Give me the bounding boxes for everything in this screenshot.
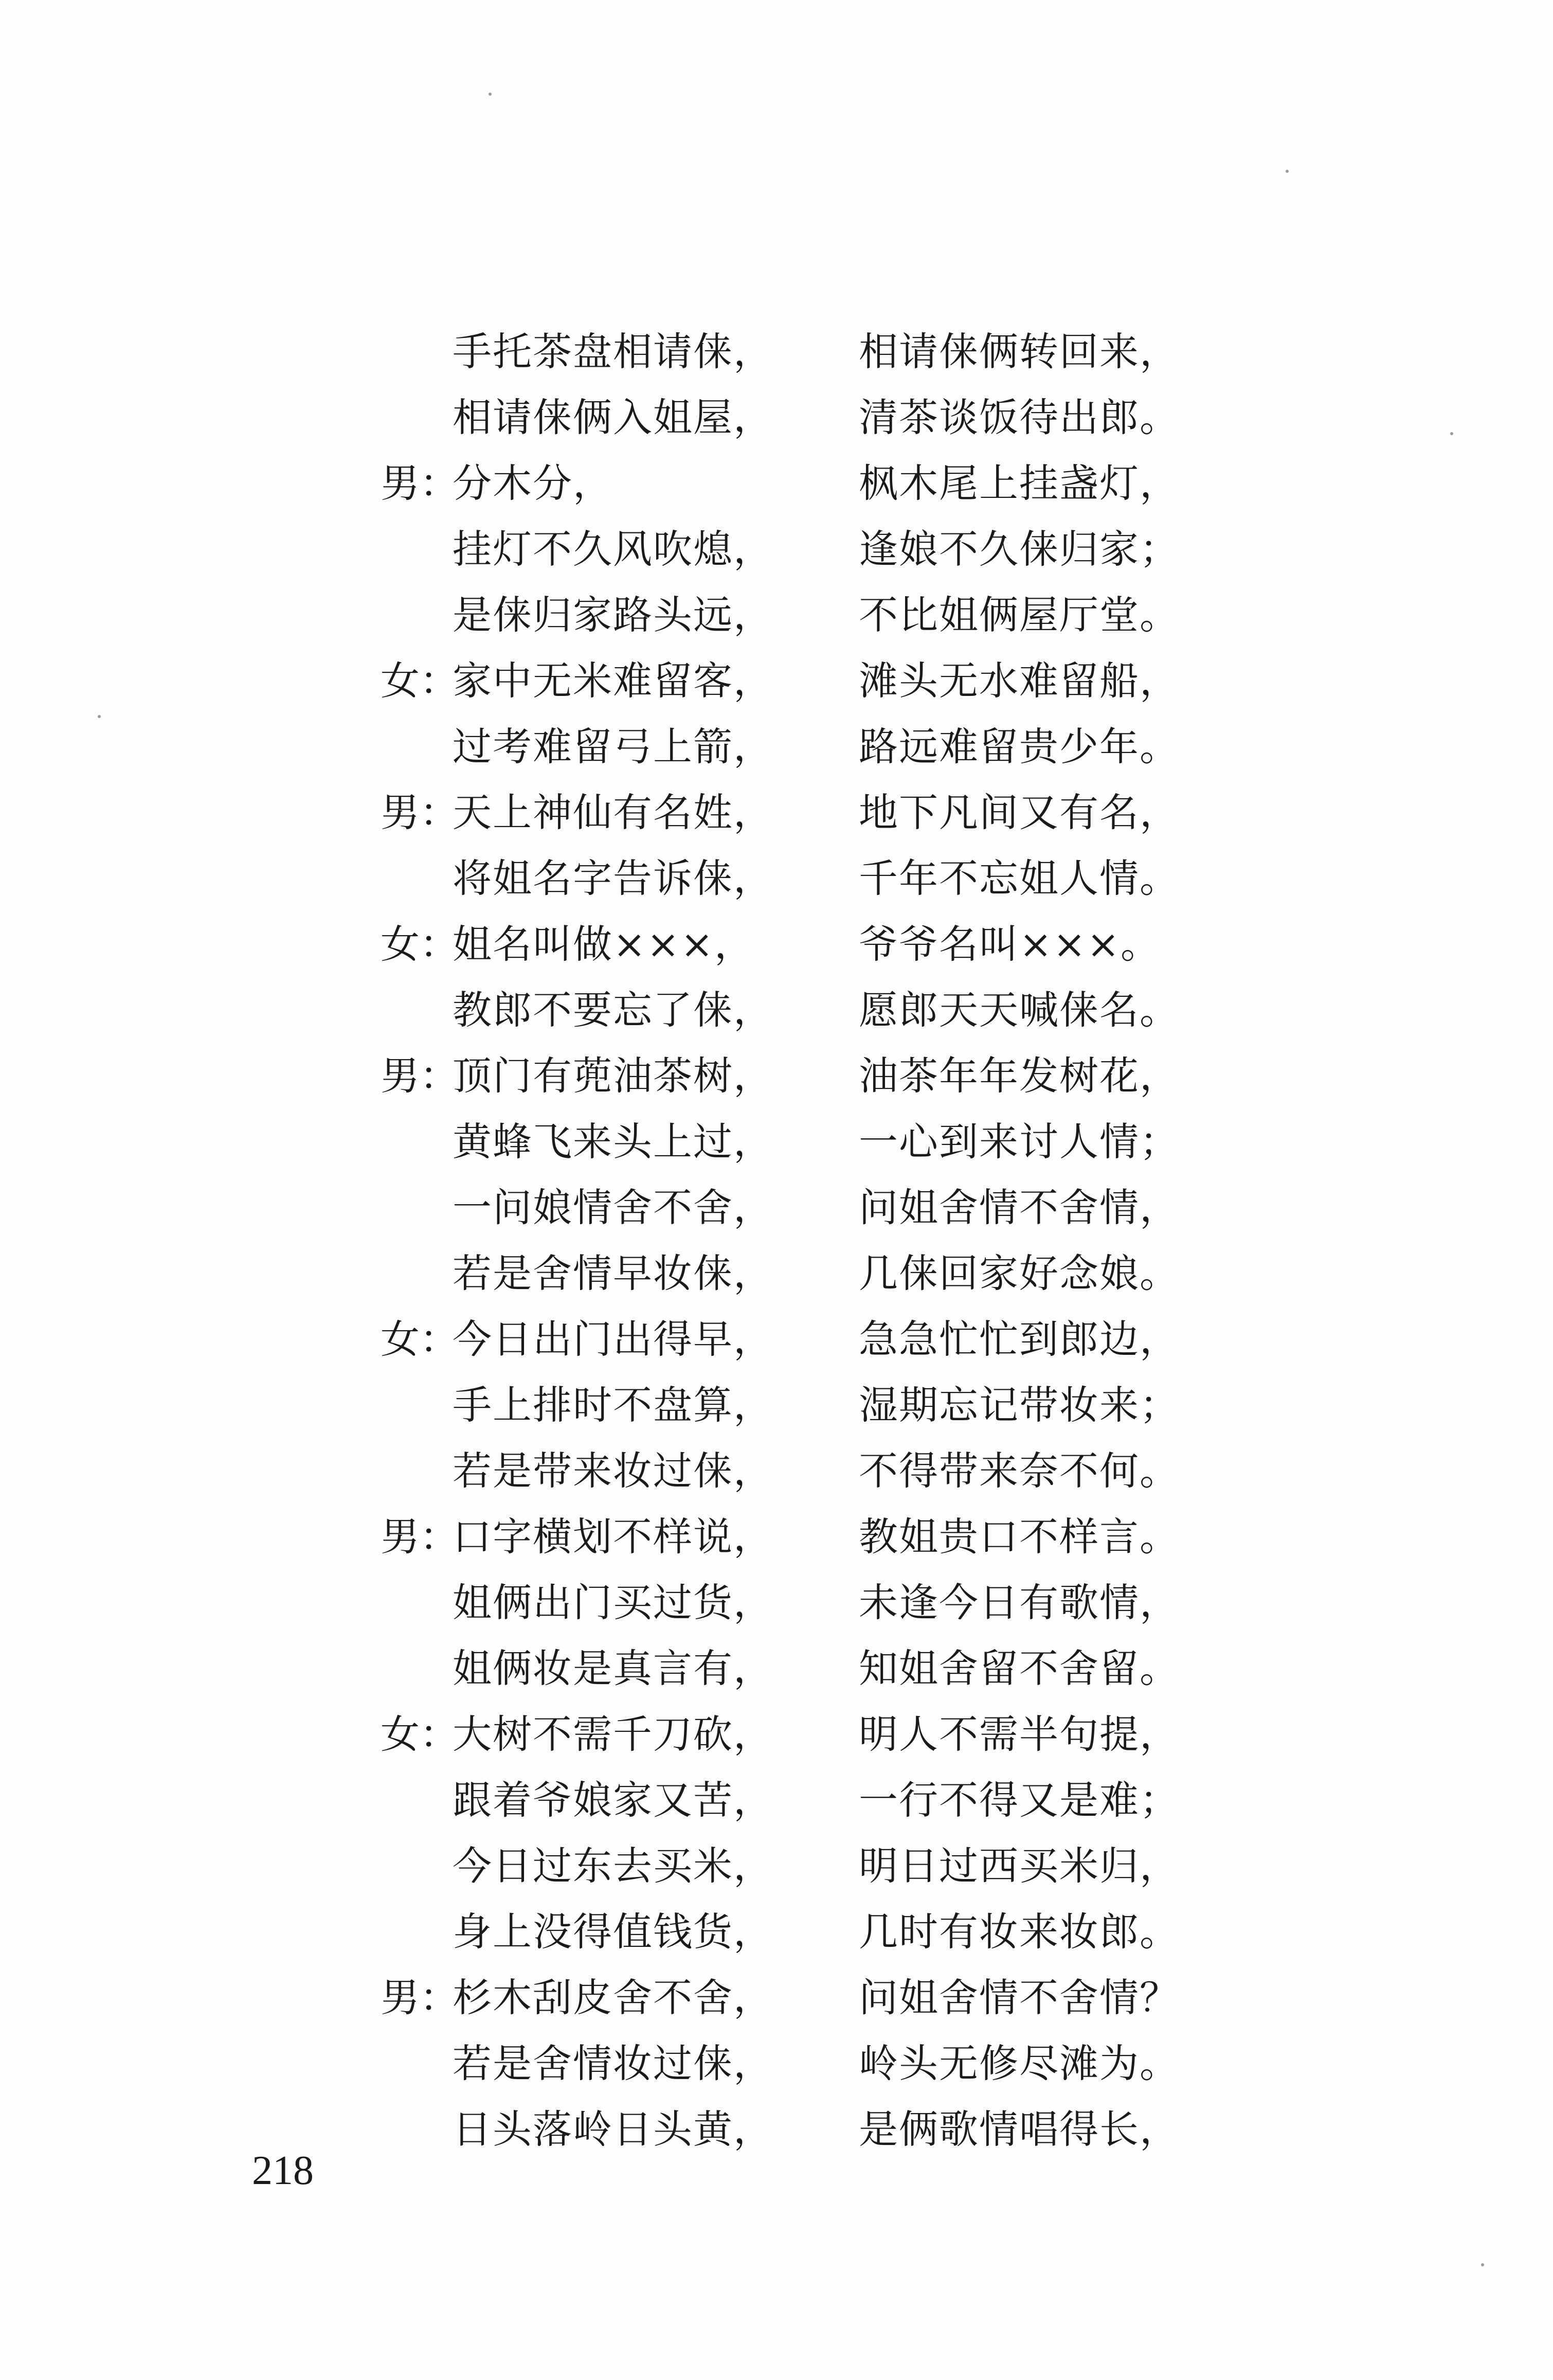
- verse-line-first: 教郎不要忘了俫，: [453, 987, 773, 1033]
- verse-line-second: 岭头无修尽滩为。: [859, 2041, 1180, 2086]
- verse-line-first: 若是舍情早妆俫，: [453, 1250, 773, 1296]
- speaker-label: 男：: [381, 460, 459, 506]
- verse-row: [381, 2097, 1265, 2162]
- verse-line-first: 一问娘情舍不舍，: [453, 1185, 773, 1230]
- verse-line-first: 姐俩妆是真言有，: [453, 1645, 773, 1691]
- verse-line-second: 千年不忘姐人情。: [859, 855, 1180, 901]
- verse-row: [381, 846, 1265, 911]
- verse-row: [381, 780, 1265, 846]
- verse-row: [381, 582, 1265, 648]
- verse-line-second: 不得带来奈不何。: [859, 1448, 1180, 1494]
- verse-row: [381, 2031, 1265, 2097]
- verse-row: [381, 714, 1265, 780]
- verse-row: [381, 385, 1265, 451]
- speaker-label: 男：: [381, 1975, 459, 2020]
- verse-line-second: 路远难留贵少年。: [859, 724, 1180, 770]
- verse-line-second: 一心到来讨人情；: [859, 1119, 1180, 1165]
- scan-speck: [98, 715, 101, 718]
- verse-row: [381, 319, 1265, 385]
- verse-row: [381, 451, 1265, 516]
- verse-line-first: 口字横划不样说，: [453, 1514, 773, 1560]
- speaker-label: 男：: [381, 1053, 459, 1099]
- verse-row: [381, 1241, 1265, 1307]
- verse-row: [381, 1570, 1265, 1636]
- verse-line-first: 若是带来妆过俫，: [453, 1448, 773, 1494]
- speaker-label: 女：: [381, 1711, 459, 1757]
- verse-line-first: 将姐名字告诉俫，: [453, 855, 773, 901]
- scan-speck: [1286, 170, 1289, 173]
- verse-line-first: 挂灯不久风吹熄，: [453, 526, 773, 572]
- verse-row: [381, 1767, 1265, 1833]
- verse-line-first: 姐俩出门买过货，: [453, 1580, 773, 1625]
- verse-line-second: 问姐舍情不舍情，: [859, 1185, 1180, 1230]
- verse-row: [381, 1504, 1265, 1570]
- verse-line-first: 今日出门出得早，: [453, 1316, 773, 1362]
- verse-row: [381, 1307, 1265, 1372]
- verse-line-second: 地下凡间又有名，: [859, 790, 1180, 835]
- verse-line-first: 黄蜂飞来头上过，: [453, 1119, 773, 1165]
- verse-line-second: 清茶谈饭待出郎。: [859, 395, 1180, 440]
- verse-row: [381, 911, 1265, 977]
- verse-row: [381, 1833, 1265, 1899]
- speaker-label: 男：: [381, 1514, 459, 1560]
- verse-line-second: 几时有妆来妆郎。: [859, 1909, 1180, 1955]
- speaker-label: 女：: [381, 1316, 459, 1362]
- verse-row: [381, 648, 1265, 714]
- speaker-label: 男：: [381, 790, 459, 835]
- verse-line-second: 爷爷名叫×××。: [859, 921, 1161, 967]
- verse-row: [381, 1899, 1265, 1965]
- scan-speck: [1450, 432, 1453, 435]
- verse-line-second: 愿郎天天喊俫名。: [859, 987, 1180, 1033]
- verse-line-first: 手托茶盘相请俫，: [453, 329, 773, 374]
- verse-line-first: 今日过东去买米，: [453, 1843, 773, 1889]
- verse-line-second: 明人不需半句提，: [859, 1711, 1180, 1757]
- speaker-label: 女：: [381, 658, 459, 704]
- verse-line-first: 手上排时不盘算，: [453, 1382, 773, 1428]
- verse-line-first: 天上神仙有名姓，: [453, 790, 773, 835]
- scan-speck: [1481, 2263, 1484, 2266]
- verse-line-second: 枫木尾上挂盏灯，: [859, 460, 1180, 506]
- verse-row: [381, 1109, 1265, 1175]
- page-number: 218: [252, 2148, 314, 2193]
- scan-speck: [489, 93, 492, 96]
- verse-row: [381, 1438, 1265, 1504]
- verse-line-first: 杉木刮皮舍不舍，: [453, 1975, 773, 2020]
- verse-line-second: 逢娘不久俫归家；: [859, 526, 1180, 572]
- verse-line-second: 教姐贵口不样言。: [859, 1514, 1180, 1560]
- verse-line-first: 跟着爷娘家又苦，: [453, 1777, 773, 1823]
- verse-line-first: 分木分，: [453, 460, 613, 506]
- verse-line-first: 大树不需千刀砍，: [453, 1711, 773, 1757]
- song-verse-block: [381, 319, 1265, 2162]
- verse-line-first: 相请俫俩入姐屋，: [453, 395, 773, 440]
- verse-row: [381, 977, 1265, 1043]
- verse-line-first: 若是舍情妆过俫，: [453, 2041, 773, 2086]
- verse-line-second: 是俩歌情唱得长，: [859, 2106, 1180, 2152]
- verse-row: [381, 1636, 1265, 1702]
- verse-row: [381, 1175, 1265, 1241]
- verse-line-first: 顶门有蔸油茶树，: [453, 1053, 773, 1099]
- verse-line-second: 相请俫俩转回来，: [859, 329, 1180, 374]
- verse-line-second: 未逢今日有歌情，: [859, 1580, 1180, 1625]
- verse-line-first: 是俫归家路头远，: [453, 592, 773, 638]
- verse-line-second: 湿期忘记带妆来；: [859, 1382, 1180, 1428]
- verse-row: [381, 1702, 1265, 1767]
- verse-line-second: 一行不得又是难；: [859, 1777, 1180, 1823]
- verse-line-first: 身上没得值钱货，: [453, 1909, 773, 1955]
- verse-line-second: 问姐舍情不舍情？: [859, 1975, 1180, 2020]
- verse-row: [381, 1372, 1265, 1438]
- verse-line-second: 几俫回家好念娘。: [859, 1250, 1180, 1296]
- verse-row: [381, 1043, 1265, 1109]
- verse-line-second: 油茶年年发树花，: [859, 1053, 1180, 1099]
- verse-row: [381, 516, 1265, 582]
- verse-line-first: 日头落岭日头黄，: [453, 2106, 773, 2152]
- verse-line-second: 明日过西买米归，: [859, 1843, 1180, 1889]
- verse-row: [381, 1965, 1265, 2031]
- speaker-label: 女：: [381, 921, 459, 967]
- verse-line-first: 家中无米难留客，: [453, 658, 773, 704]
- verse-line-second: 急急忙忙到郎边，: [859, 1316, 1180, 1362]
- verse-line-second: 知姐舍留不舍留。: [859, 1645, 1180, 1691]
- verse-line-first: 姐名叫做×××，: [453, 921, 755, 967]
- verse-line-first: 过考难留弓上箭，: [453, 724, 773, 770]
- verse-line-second: 不比姐俩屋厅堂。: [859, 592, 1180, 638]
- verse-line-second: 滩头无水难留船，: [859, 658, 1180, 704]
